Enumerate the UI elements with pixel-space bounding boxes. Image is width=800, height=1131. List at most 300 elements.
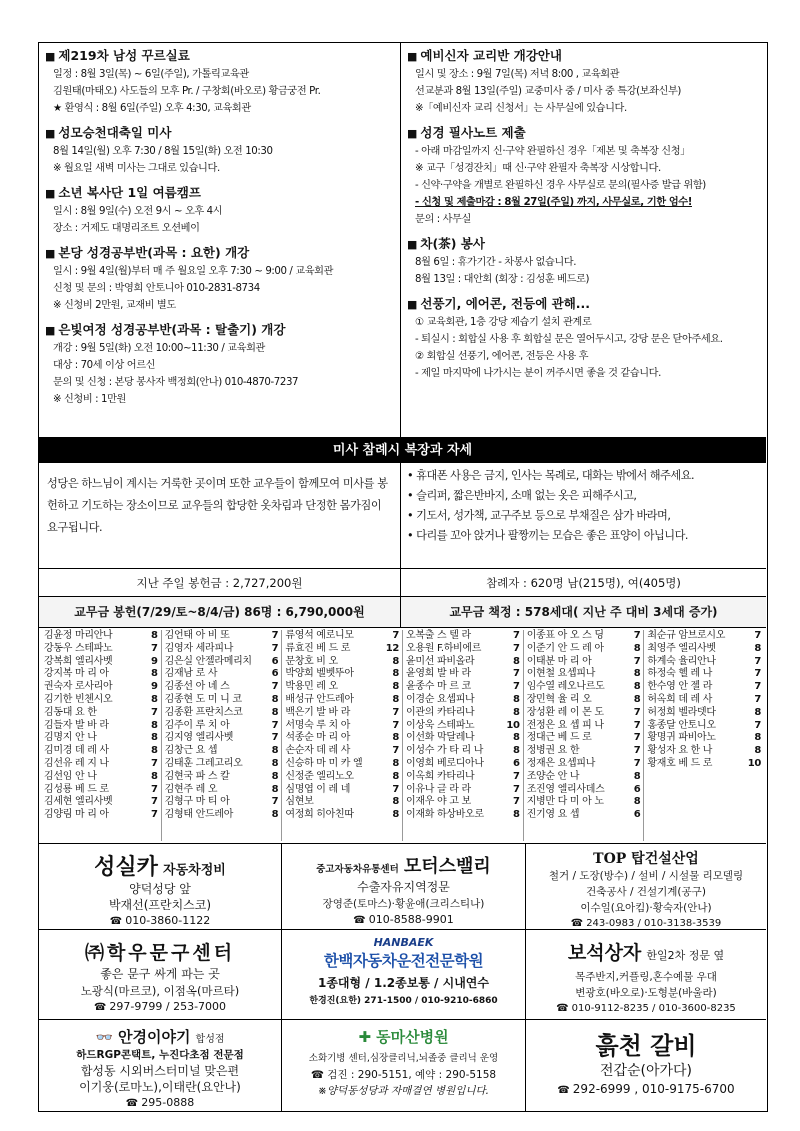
donor-name: 오용원 F.하비에르 xyxy=(406,642,482,654)
donor-row xyxy=(406,630,520,643)
donor-row xyxy=(165,732,279,745)
donor-row xyxy=(285,771,399,784)
donor-count: 7 xyxy=(392,745,400,757)
donor-name: 강지복 마 리 아 xyxy=(44,668,109,680)
donor-count: 7 xyxy=(151,706,158,718)
donor-name: 배성규 안드레아 xyxy=(285,693,354,705)
donor-count: 7 xyxy=(633,630,641,641)
donor-name: 백은기 발 바 라 xyxy=(285,706,351,718)
donor-count: 8 xyxy=(633,770,641,782)
donor-name: 오복출 스 텔 라 xyxy=(406,630,471,641)
donor-name: 정병권 요 한 xyxy=(526,745,580,757)
donor-row xyxy=(406,668,520,681)
donor-row xyxy=(44,745,158,758)
donor-count: 8 xyxy=(392,757,400,769)
donor-row xyxy=(165,694,279,707)
ad-car-repair: 성실카 자동차정비 양덕성당 앞 박재선(프란치스코) ☎ 010-3860-1122 xyxy=(39,844,282,930)
donor-name: 이준기 안 드 레 아 xyxy=(526,642,604,654)
donor-name: 한수영 안 젤 라 xyxy=(647,681,713,693)
donor-count: 7 xyxy=(392,630,400,641)
donor-count: 8 xyxy=(271,757,279,769)
donor-row xyxy=(285,630,399,643)
donor-name: 정대근 베 드 로 xyxy=(526,732,592,744)
donor-row xyxy=(406,796,520,809)
donor-name: 전정은 요 셉 피 나 xyxy=(526,719,604,731)
donor-name: 지병만 다 미 아 노 xyxy=(526,796,604,808)
ad-stationery: ㈜학우문구센터 좋은 문구 싸게 파는 곳 노광식(마르코), 이점옥(마르타) ☎ 297-9799 / 253-7000 xyxy=(39,930,282,1020)
donor-count: 8 xyxy=(633,668,641,680)
donor-count: 7 xyxy=(513,642,520,654)
donor-row xyxy=(285,707,399,720)
donor-name: 김들자 발 바 라 xyxy=(44,719,109,731)
donor-row xyxy=(44,758,158,771)
donor-row xyxy=(44,630,158,643)
donor-count: 8 xyxy=(151,732,158,744)
donor-row xyxy=(527,643,641,656)
donor-name: 김미경 데 레 사 xyxy=(44,745,109,757)
donor-name: 윤영희 발 바 라 xyxy=(406,668,471,680)
donor-name: 황재호 베 드 로 xyxy=(647,757,713,769)
donor-row xyxy=(647,707,761,720)
donor-count: 7 xyxy=(271,732,279,744)
donor-name: 김세현 엘리사벳 xyxy=(44,796,113,808)
donor-name: 김형태 안드레아 xyxy=(164,809,234,821)
donor-count: 8 xyxy=(151,668,158,680)
donor-name: 김종환 프란치스코 xyxy=(164,706,243,718)
donor-name: 김주이 루 치 아 xyxy=(164,719,230,731)
donor-row xyxy=(44,796,158,809)
donor-name: 장성환 레 이 몬 도 xyxy=(526,706,604,718)
donor-row xyxy=(165,758,279,771)
donor-row xyxy=(647,694,761,707)
donor-count: 8 xyxy=(513,655,520,667)
donor-name: 이재우 야 고 보 xyxy=(406,796,471,808)
donor-row xyxy=(527,796,641,809)
donor-count: 8 xyxy=(513,809,520,821)
donor-row xyxy=(165,656,279,669)
donor-name: 조양순 안 나 xyxy=(526,770,580,782)
donor-name: 김종선 아 녜 스 xyxy=(164,681,230,693)
phone-icon: ☎ xyxy=(109,916,123,927)
donor-count: 9 xyxy=(151,681,158,693)
donor-count: 7 xyxy=(392,783,400,795)
donor-count: 8 xyxy=(271,770,279,782)
phone-icon: ☎ xyxy=(570,918,584,929)
donor-count: 7 xyxy=(392,719,400,731)
phone-icon: ☎ xyxy=(93,1002,107,1013)
donor-name: 김현국 파 스 칼 xyxy=(164,770,230,782)
donor-row xyxy=(165,771,279,784)
donor-count: 8 xyxy=(754,642,762,654)
phone-icon: ☎ xyxy=(125,1098,139,1109)
donor-row xyxy=(406,720,520,733)
donor-row xyxy=(406,643,520,656)
donor-count: 8 xyxy=(151,745,158,757)
donor-name: 진기영 요 셉 xyxy=(526,809,580,821)
donor-name: 서명숙 루 치 아 xyxy=(285,719,351,731)
donor-column xyxy=(282,630,403,841)
donor-count: 8 xyxy=(151,630,158,641)
notices-area xyxy=(39,43,766,438)
donor-count: 7 xyxy=(271,642,279,654)
donor-row xyxy=(285,796,399,809)
donor-name: 김양림 마 리 아 xyxy=(44,809,109,821)
donor-count: 7 xyxy=(633,655,641,667)
section-band: 미사 참례시 복장과 자세 xyxy=(39,438,766,463)
stats-row: 지난 주일 봉헌금 : 2,727,200원 참례자 : 620명 남(215명), 여(405명) xyxy=(39,569,766,597)
donor-name: 김명지 안 나 xyxy=(44,732,97,744)
donor-count: 8 xyxy=(392,732,400,744)
donor-count: 8 xyxy=(271,783,279,795)
donor-row xyxy=(406,681,520,694)
donor-count: 8 xyxy=(633,681,641,693)
donor-row xyxy=(44,707,158,720)
donor-count: 8 xyxy=(151,693,158,705)
donor-name: 김지영 엘리사벳 xyxy=(164,732,234,744)
ad-optician: 👓 안경이야기 합성점 하드RGP콘택트, 누진다초점 전문점 합성동 시외버스터미널 맞은편 이기웅(로마노),이태란(요안나) ☎ 295-0888 xyxy=(39,1020,282,1111)
donor-name: 김영자 세라피나 xyxy=(164,642,234,654)
donor-row xyxy=(165,784,279,797)
donor-name: 윤종수 마 르 코 xyxy=(406,681,471,693)
ads-area xyxy=(39,844,766,1111)
donor-name: 김형구 마 티 아 xyxy=(164,796,230,808)
donor-column xyxy=(41,630,162,841)
donor-count: 8 xyxy=(392,681,400,693)
donor-row xyxy=(285,694,399,707)
donor-count: 8 xyxy=(271,706,279,718)
donor-name: 이상욱 스테파노 xyxy=(406,719,475,731)
donor-count: 7 xyxy=(633,706,641,718)
donor-row xyxy=(406,809,520,822)
donor-count: 8 xyxy=(513,732,520,744)
notice: ■ 소년 복사단 1일 여름캠프 일시 : 8월 9일(수) 오전 9시 ~ 오후 4시 장소 : 거제도 대명리조트 오션베이 xyxy=(45,185,223,234)
donor-row xyxy=(406,707,520,720)
donor-count: 7 xyxy=(754,719,762,731)
donor-count: 6 xyxy=(271,668,279,680)
donor-row xyxy=(165,745,279,758)
school-logo: HANBAEK xyxy=(373,936,434,949)
donor-row xyxy=(285,643,399,656)
donor-name: 김창근 요 셉 xyxy=(164,745,218,757)
donor-name: 허정희 벨라뎃다 xyxy=(647,706,716,718)
donor-row xyxy=(647,720,761,733)
donor-row xyxy=(406,758,520,771)
donor-count: 6 xyxy=(513,757,520,769)
donor-count: 8 xyxy=(513,745,520,757)
donor-name: 김기한 빈첸시오 xyxy=(44,693,113,705)
notices-right xyxy=(401,43,766,437)
donor-name: 이옥희 카타리나 xyxy=(406,770,475,782)
donor-name: 이관의 카타리나 xyxy=(406,706,475,718)
donor-row xyxy=(527,694,641,707)
donor-count: 7 xyxy=(633,732,641,744)
donor-count: 8 xyxy=(633,693,641,705)
donor-row xyxy=(44,681,158,694)
donor-grid xyxy=(39,628,766,844)
donor-count: 8 xyxy=(392,655,400,667)
donor-row xyxy=(165,681,279,694)
donor-name: 김성룡 베 드 로 xyxy=(44,783,109,795)
donor-row xyxy=(406,771,520,784)
donor-name: 이종표 아 오 스 딩 xyxy=(526,630,604,641)
ad-galbi: 흙천 갈비 전갑순(아가다) ☎ 292-6999 , 010-9175-6700 xyxy=(526,1020,766,1111)
donor-name: 김선임 안 나 xyxy=(44,770,97,782)
donor-count: 8 xyxy=(392,809,400,821)
donor-row xyxy=(285,758,399,771)
donor-row xyxy=(406,694,520,707)
donor-count: 10 xyxy=(747,757,762,769)
donor-row xyxy=(44,732,158,745)
donor-name: 김윤정 마리안나 xyxy=(44,630,113,641)
donor-name: 여정희 히아친따 xyxy=(285,809,354,821)
donor-name: 박양희 벨벳뚜아 xyxy=(285,668,354,680)
donor-count: 12 xyxy=(385,642,400,654)
donor-row xyxy=(527,809,641,822)
donor-row xyxy=(406,656,520,669)
donor-name: 심현보 xyxy=(285,796,314,808)
donor-count: 7 xyxy=(392,706,400,718)
donor-name: 홍종달 안토니오 xyxy=(647,719,716,731)
donor-row xyxy=(165,720,279,733)
donor-row xyxy=(165,668,279,681)
ad-motors-valley: 중고자동차유통센터 모터스밸리 수출자유지역정문 장영준(토마스)·황윤애(크리스티나) ☎ 010-8588-9901 xyxy=(282,844,526,930)
donor-row xyxy=(527,668,641,681)
donor-count: 8 xyxy=(392,693,400,705)
donor-row xyxy=(285,784,399,797)
donor-row xyxy=(44,668,158,681)
donor-row xyxy=(165,796,279,809)
donor-count: 7 xyxy=(754,681,762,693)
donor-count: 7 xyxy=(513,668,520,680)
donor-count: 8 xyxy=(392,796,400,808)
donor-count: 7 xyxy=(513,681,520,693)
donor-count: 8 xyxy=(392,668,400,680)
donor-row xyxy=(44,694,158,707)
notice: ■ 본당 성경공부반(과목 : 요한) 개강 일시 : 9월 4일(월)부터 매 주 월요일 오후 7:30 ~ 9:00 / 교육회관 신청 및 문의 : 박영희 안토니아 010-2831-8734 ※ 신청비 2만원, 교재비 별도 xyxy=(45,245,334,311)
donor-count: 6 xyxy=(633,783,641,795)
donor-name: 임수열 레오나르도 xyxy=(526,681,605,693)
donor-count: 7 xyxy=(151,642,158,654)
donor-row xyxy=(165,809,279,822)
donor-row xyxy=(165,630,279,643)
donor-row xyxy=(647,668,761,681)
donor-row xyxy=(527,707,641,720)
donor-count: 6 xyxy=(271,655,279,667)
donor-count: 7 xyxy=(754,693,762,705)
donor-count: 7 xyxy=(513,630,520,641)
donor-row xyxy=(44,656,158,669)
phone-icon: ☎ xyxy=(556,1003,569,1014)
donor-name: 이성수 가 타 리 나 xyxy=(406,745,484,757)
donor-name: 권숙자 로사리아 xyxy=(44,681,113,693)
donor-count: 7 xyxy=(151,796,158,808)
donor-row xyxy=(285,720,399,733)
donor-name: 김동대 요 한 xyxy=(44,706,97,718)
donor-name: 류영석 예로니모 xyxy=(285,630,354,641)
donor-name: 박용민 레 오 xyxy=(285,681,338,693)
donor-count: 7 xyxy=(151,783,158,795)
donor-count: 6 xyxy=(633,809,641,821)
donor-count: 7 xyxy=(513,783,520,795)
donor-name: 심명엽 이 레 네 xyxy=(285,783,351,795)
donor-row xyxy=(44,643,158,656)
donor-row xyxy=(285,732,399,745)
donor-name: 이선화 막달레나 xyxy=(406,732,475,744)
ad-driving-school: HANBAEK 한백자동차운전전문학원 1종대형 / 1.2종보통 / 시내연수 한경진(요한) 271-1500 / 010-9210-6860 xyxy=(282,930,526,1020)
donor-row xyxy=(527,771,641,784)
donor-name: 김선유 레 지 나 xyxy=(44,757,109,769)
donor-row xyxy=(44,784,158,797)
ad-hospital: ✚ 동마산병원 소화기병 센터,심장클리닉,뇌졸중 클리닉 운영 ☎ 검진 : 290-5151, 예약 : 290-5158 ※양덕동성당과 자매결연 병원입니다. xyxy=(282,1020,526,1111)
donor-row xyxy=(406,732,520,745)
donor-row xyxy=(285,809,399,822)
donor-count: 8 xyxy=(754,706,762,718)
donor-row xyxy=(647,643,761,656)
donor-name: 석종순 마 리 아 xyxy=(285,732,351,744)
donor-row xyxy=(527,758,641,771)
donor-name: 김현주 레 오 xyxy=(164,783,218,795)
donor-name: 신정준 엘리노오 xyxy=(285,770,354,782)
notice: ■ 예비신자 교리반 개강안내 일시 및 장소 : 9월 7일(목) 저녁 8:00 , 교육회관 선교분과 8월 13일(주일) 교중미사 중 / 미사 중 특강(보좌신부) ※「예비신자 교리 신청서」는 사무실에 있습니다. xyxy=(407,48,681,114)
donor-row xyxy=(527,656,641,669)
donor-name: 김재남 로 사 xyxy=(164,668,218,680)
donor-count: 7 xyxy=(513,770,520,782)
donor-count: 7 xyxy=(271,630,279,641)
donor-count: 7 xyxy=(271,681,279,693)
donor-count: 7 xyxy=(754,668,762,680)
donor-name: 하정숙 헬 레 나 xyxy=(647,668,713,680)
donor-name: 정재은 요셉피나 xyxy=(526,757,596,769)
donor-row xyxy=(165,707,279,720)
donor-name: 김은실 안젤라메리치 xyxy=(164,655,252,667)
donor-row xyxy=(406,784,520,797)
notice: ■ 선풍기, 에어콘, 전등에 관해... ① 교육회관, 1층 강당 제습기 설치 관계로 - 퇴실시 : 회합실 사용 후 회합실 문은 열어두시고, 강당 문은 닫아주세요. ② 회합실 선풍기, 에어콘, 전등은 사용 후 - 제일 마지막에 나가시는 분이 꺼주시면 좋을 것 같습니다. xyxy=(407,296,723,379)
donor-name: 하계숙 율리안나 xyxy=(647,655,716,667)
donor-row xyxy=(647,656,761,669)
notice: ■ 차(茶) 봉사 8월 6일 : 휴가기간 - 차봉사 없습니다. 8월 13일 : 대안회 (회장 : 김성훈 베드로) xyxy=(407,236,590,285)
dress-intro: 성당은 하느님이 계시는 거룩한 곳이며 또한 교우들이 함께모여 미사를 봉헌하고 기도하는 장소이므로 교우들의 합당한 옷차림과 단정한 몸가짐이 요구됩니다. xyxy=(39,463,401,569)
fund-row: 교무금 봉헌(7/29/토~8/4/금) 86명 : 6,790,000원 교무금 책정 : 578세대( 지난 주 대비 3세대 증가) xyxy=(39,597,766,628)
donor-name: 허옥희 데 레 사 xyxy=(647,693,713,705)
donor-row xyxy=(165,643,279,656)
donor-count: 10 xyxy=(506,719,520,731)
donor-count: 7 xyxy=(633,757,641,769)
donor-count: 7 xyxy=(754,630,762,641)
donor-count: 8 xyxy=(513,693,520,705)
donor-name: 문창호 비 오 xyxy=(285,655,338,667)
donor-count: 7 xyxy=(271,719,279,731)
donor-name: 황성자 요 한 나 xyxy=(647,745,713,757)
notices-left xyxy=(39,43,401,437)
donor-name: 최순규 암브로시오 xyxy=(647,630,726,641)
donor-row xyxy=(527,732,641,745)
donor-row xyxy=(285,656,399,669)
notice: ■ 제219차 남성 꾸르실료 일정 : 8월 3일(목) ~ 6일(주일), 가톨릭교육관 김원태(마태오) 사도들의 모후 Pr. / 구창회(바오로) 황금궁전 Pr. ★ 환영식 : 8월 6일(주일) 오후 4:30, 교육회관 xyxy=(45,48,321,114)
donor-name: 이영희 베로디아나 xyxy=(406,757,484,769)
donor-count: 8 xyxy=(754,732,762,744)
donor-name: 이유나 글 라 라 xyxy=(406,783,471,795)
donor-column xyxy=(403,630,524,841)
donor-name: 이현철 요셉피나 xyxy=(526,668,596,680)
donor-row xyxy=(406,745,520,758)
donor-row xyxy=(44,720,158,733)
donor-count: 8 xyxy=(271,693,279,705)
donor-name: 장민혁 율 리 오 xyxy=(526,693,592,705)
donor-row xyxy=(647,630,761,643)
donor-count: 7 xyxy=(513,796,520,808)
donor-count: 7 xyxy=(633,719,641,731)
ad-jewelry: 보석상자 한일2차 정문 옆 목주반지,커플링,혼수예물 우대 변광호(바오로)·도형분(바울라) ☎ 010-9112-8235 / 010-3600-8235 xyxy=(526,930,766,1020)
donor-row xyxy=(44,771,158,784)
donor-row xyxy=(647,745,761,758)
donor-row xyxy=(285,668,399,681)
glasses-icon: 👓 xyxy=(95,1030,113,1046)
donor-count: 8 xyxy=(754,745,762,757)
donor-name: 이태분 마 리 아 xyxy=(526,655,592,667)
donor-count: 7 xyxy=(151,809,158,821)
notice: ■ 성경 필사노트 제출 - 아래 마감일까지 신·구약 완필하신 경우「제본 및 축복장 신청」 ※ 교구「성경잔치」때 신·구약 완필자 축복장 시상합니다. - 신약·구약을 개별로 완필하신 경우 사무실로 문의(필사증 발급 위함) - 신청 및 제출마감 : 8월 27일(주일) 까지, 사무실로, 기한 엄수! 문의 : 사무실 xyxy=(407,125,706,225)
donor-name: 김언태 아 비 또 xyxy=(164,630,230,641)
donor-count: 7 xyxy=(271,796,279,808)
donor-column xyxy=(644,630,764,841)
cross-icon: ✚ xyxy=(358,1028,372,1046)
donor-count: 8 xyxy=(392,770,400,782)
donor-count: 8 xyxy=(151,770,158,782)
donor-count: 8 xyxy=(513,706,520,718)
donor-count: 7 xyxy=(151,757,158,769)
donor-count: 8 xyxy=(633,642,641,654)
donor-name: 신승하 마 미 카 엘 xyxy=(285,757,363,769)
donor-count: 7 xyxy=(633,745,641,757)
donor-count: 8 xyxy=(151,719,158,731)
donor-column xyxy=(524,630,645,841)
donor-count: 7 xyxy=(754,655,762,667)
donor-row xyxy=(527,630,641,643)
phone-icon: ☎ xyxy=(353,915,366,926)
donor-name: 이재화 하상바오로 xyxy=(406,809,484,821)
donor-name: 강동우 스테파노 xyxy=(44,642,113,654)
donor-name: 손순자 데 레 사 xyxy=(285,745,351,757)
bulletin-page xyxy=(38,42,768,1112)
donor-count: 8 xyxy=(271,745,279,757)
donor-name: 김태훈 그레고리오 xyxy=(164,757,243,769)
donor-column xyxy=(162,630,283,841)
donor-row xyxy=(647,681,761,694)
notice: ■ 성모승천대축일 미사 8월 14일(월) 오후 7:30 / 8월 15일(화) 오전 10:30 ※ 월요일 새벽 미사는 그대로 있습니다. xyxy=(45,125,273,174)
donor-row xyxy=(527,745,641,758)
donor-name: 강복희 엘리사벳 xyxy=(44,655,113,667)
donor-row xyxy=(647,732,761,745)
dress-rules: • 휴대폰 사용은 금지, 인사는 목례로, 대화는 밖에서 해주세요. • 슬리퍼, 짧은반바지, 소매 없는 옷은 피해주시고, • 기도서, 성가책, 교구주보 등으로 부채질은 삼가 바라며, • 다리를 꼬아 앉거나 팔짱끼는 모습은 좋은 표양이 아닙니다. xyxy=(407,469,695,542)
donor-name: 최영주 엘리사벳 xyxy=(647,642,716,654)
donor-name: 조진영 엘리사데스 xyxy=(526,783,605,795)
donor-row xyxy=(44,809,158,822)
notice: ■ 은빛여정 성경공부반(과목 : 탈출기) 개강 개강 : 9월 5일(화) 오전 10:00~11:30 / 교육회관 대상 : 70세 이상 어르신 문의 및 신청 : 본당 봉사자 백정희(안나) 010-4870-7237 ※ 신청비 : 1만원 xyxy=(45,322,299,405)
donor-row xyxy=(527,784,641,797)
galbi-logo: 흙천 갈비 xyxy=(595,1031,697,1060)
donor-name: 황명귀 파비아노 xyxy=(647,732,716,744)
donor-row xyxy=(527,720,641,733)
donor-row xyxy=(647,758,761,771)
phone-icon: ☎ xyxy=(557,1085,570,1096)
donor-row xyxy=(527,681,641,694)
donor-count: 8 xyxy=(633,796,641,808)
dress-section xyxy=(39,463,766,569)
donor-row xyxy=(285,681,399,694)
donor-name: 류효진 베 드 로 xyxy=(285,642,351,654)
donor-name: 이경순 요셉피나 xyxy=(406,693,475,705)
donor-row xyxy=(285,745,399,758)
